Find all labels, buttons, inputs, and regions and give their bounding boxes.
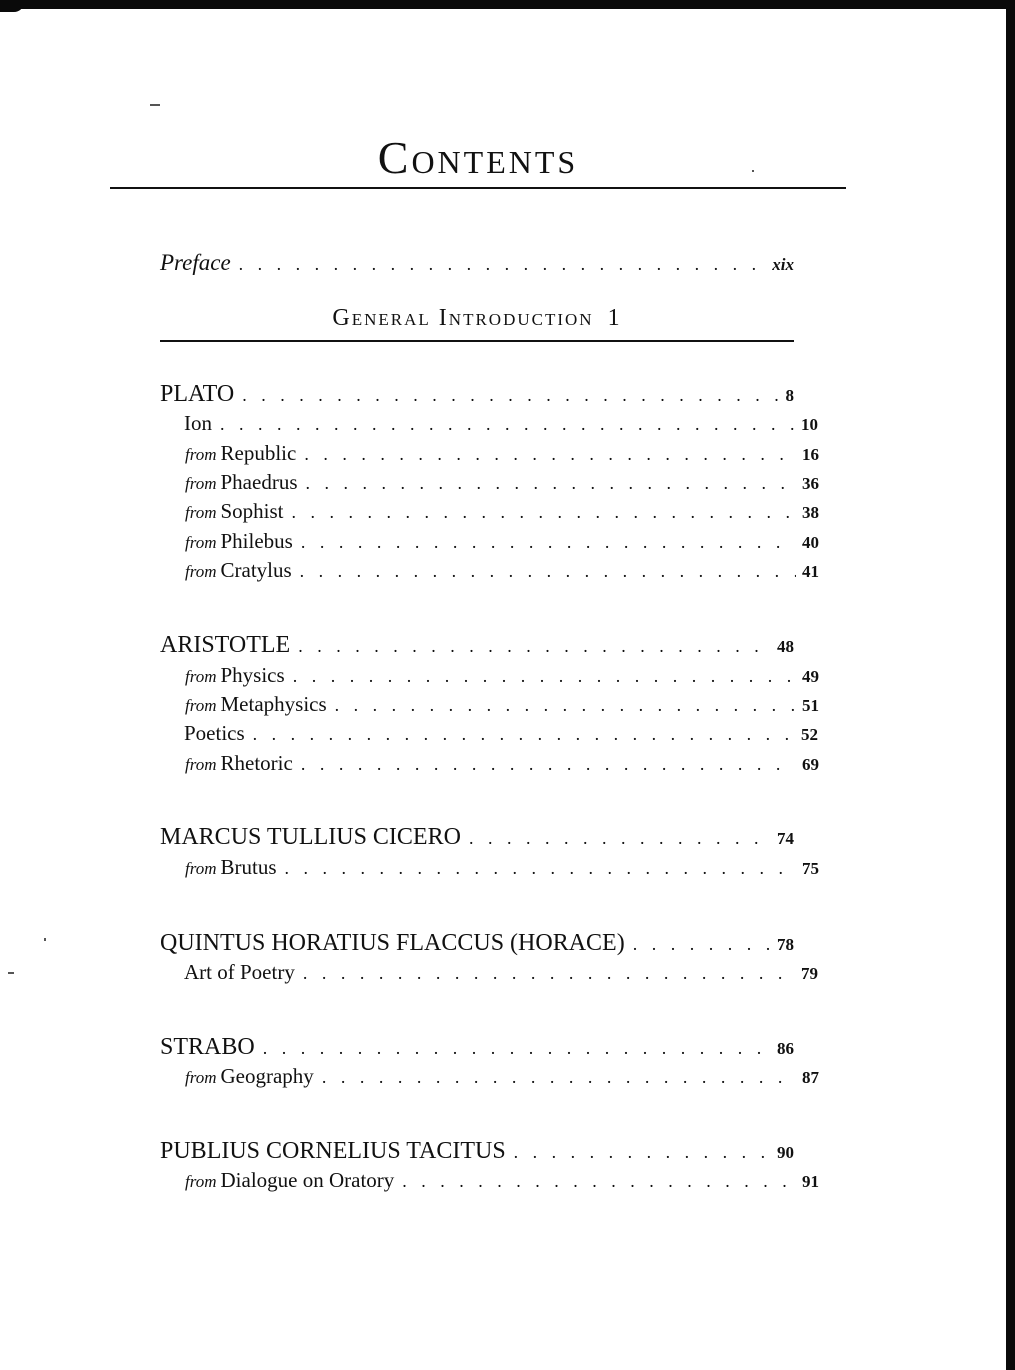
- dot-leader: [301, 532, 796, 553]
- toc-entry-work[interactable]: [160, 960, 818, 990]
- from-prefix: from: [185, 1172, 217, 1191]
- scan-speck: [150, 104, 160, 106]
- work-title: Dialogue on Oratory: [220, 1168, 395, 1192]
- dot-leader: [633, 934, 771, 955]
- dot-leader: [301, 754, 796, 775]
- toc-entry-work[interactable]: [160, 692, 819, 722]
- scan-speck: [44, 938, 46, 941]
- dot-leader: [300, 561, 796, 582]
- dot-leader: [469, 828, 771, 849]
- work-title: Phaedrus: [220, 470, 298, 494]
- from-prefix: from: [185, 562, 217, 581]
- toc-entry-author[interactable]: [160, 930, 794, 960]
- dot-leader: [242, 385, 779, 406]
- dot-leader: [306, 473, 797, 494]
- work-title: Sophist: [220, 499, 284, 523]
- general-introduction-heading[interactable]: [160, 305, 794, 332]
- entry-page: 51: [802, 696, 819, 715]
- dot-leader: [220, 414, 795, 435]
- entry-page: 87: [802, 1068, 819, 1087]
- dot-leader: [263, 1038, 771, 1059]
- scan-corner: [0, 0, 24, 12]
- toc-entry-work[interactable]: [160, 558, 819, 588]
- scan-border-right: [1006, 0, 1015, 1370]
- work-title: Poetics: [184, 721, 245, 745]
- author-name: PUBLIUS CORNELIUS TACITUS: [160, 1138, 506, 1164]
- dot-leader: [402, 1171, 796, 1192]
- dot-leader: [514, 1142, 771, 1163]
- entry-page: 75: [802, 859, 819, 878]
- work-title: Physics: [220, 663, 285, 687]
- work-title: Philebus: [220, 529, 293, 553]
- entry-page: 78: [777, 935, 794, 954]
- toc-entry-work[interactable]: [160, 663, 819, 693]
- section-title: General Introduction: [332, 305, 594, 331]
- toc-entry-work[interactable]: [160, 529, 819, 559]
- toc-entry-work[interactable]: [160, 751, 819, 781]
- toc-entry-preface[interactable]: [160, 250, 794, 280]
- entry-page: 8: [785, 386, 794, 405]
- entry-page: 86: [777, 1039, 794, 1058]
- dot-leader: [239, 254, 767, 275]
- dot-leader: [303, 963, 795, 984]
- entry-page: 38: [802, 503, 819, 522]
- entry-page: 74: [777, 829, 794, 848]
- entry-page: 41: [802, 562, 819, 581]
- dot-leader: [298, 636, 771, 657]
- dot-leader: [322, 1067, 796, 1088]
- work-title: Ion: [184, 411, 212, 435]
- toc-entry-author[interactable]: [160, 1138, 794, 1168]
- scan-speck: [8, 972, 14, 974]
- from-prefix: from: [185, 533, 217, 552]
- toc-entry-author[interactable]: [160, 1034, 794, 1064]
- author-name: MARCUS TULLIUS CICERO: [160, 824, 461, 850]
- toc-entry-author[interactable]: [160, 381, 794, 411]
- dot-leader: [253, 724, 795, 745]
- author-name: ARISTOTLE: [160, 632, 291, 658]
- entry-page: xix: [772, 255, 794, 274]
- toc-entry-work[interactable]: [160, 411, 818, 441]
- entry-page: 90: [777, 1143, 794, 1162]
- page-title: Contents: [377, 132, 579, 183]
- entry-page: 69: [802, 755, 819, 774]
- section-rule: [160, 340, 794, 342]
- from-prefix: from: [185, 667, 217, 686]
- from-prefix: from: [185, 474, 217, 493]
- toc-entry-work[interactable]: [160, 1064, 819, 1094]
- work-title: Metaphysics: [220, 692, 327, 716]
- work-title: Geography: [220, 1064, 314, 1088]
- from-prefix: from: [185, 859, 217, 878]
- dot-leader: [335, 695, 796, 716]
- section-page: 1: [607, 305, 622, 331]
- entry-page: 91: [802, 1172, 819, 1191]
- entry-page: 48: [777, 637, 794, 656]
- toc-entry-work[interactable]: [160, 1168, 819, 1198]
- author-name: STRABO: [160, 1034, 255, 1060]
- work-title: Brutus: [220, 855, 277, 879]
- toc-entry-work[interactable]: [160, 855, 819, 885]
- title-rule: [110, 187, 846, 189]
- dot-leader: [292, 502, 796, 523]
- from-prefix: from: [185, 755, 217, 774]
- toc-entry-author[interactable]: [160, 824, 794, 854]
- toc-entry-work[interactable]: [160, 499, 819, 529]
- from-prefix: from: [185, 696, 217, 715]
- work-title: Art of Poetry: [184, 960, 295, 984]
- entry-page: 79: [801, 964, 818, 983]
- entry-page: 36: [802, 474, 819, 493]
- from-prefix: from: [185, 503, 217, 522]
- dot-leader: [304, 444, 796, 465]
- entry-page: 40: [802, 533, 819, 552]
- dot-leader: [285, 858, 796, 879]
- scan-border-top: [0, 0, 1015, 9]
- from-prefix: from: [185, 445, 217, 464]
- work-title: Rhetoric: [220, 751, 293, 775]
- toc-entry-work[interactable]: [160, 441, 819, 471]
- author-name: QUINTUS HORATIUS FLACCUS (HORACE): [160, 930, 625, 956]
- work-title: Republic: [220, 441, 297, 465]
- author-name: PLATO: [160, 381, 235, 407]
- toc-entry-work[interactable]: [160, 721, 818, 751]
- entry-page: 16: [802, 445, 819, 464]
- entry-page: 49: [802, 667, 819, 686]
- dot-leader: [293, 666, 796, 687]
- entry-page: 52: [801, 725, 818, 744]
- entry-title: Preface: [160, 250, 231, 275]
- toc-entry-author[interactable]: [160, 632, 794, 662]
- entry-page: 10: [801, 415, 818, 434]
- work-title: Cratylus: [220, 558, 292, 582]
- toc-entry-work[interactable]: [160, 470, 819, 500]
- from-prefix: from: [185, 1068, 217, 1087]
